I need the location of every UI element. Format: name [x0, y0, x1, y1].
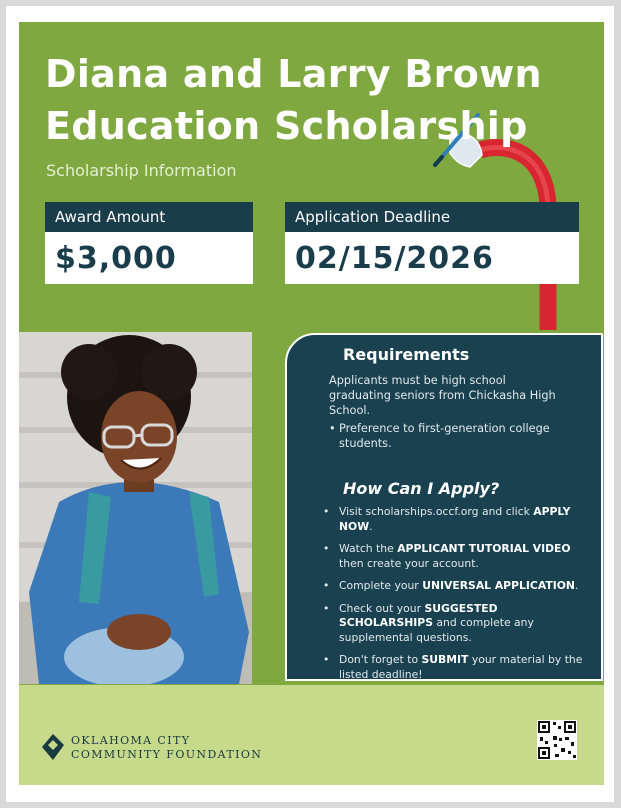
requirements-heading: Requirements	[343, 345, 470, 364]
scholarship-subtitle: Scholarship Information	[46, 161, 237, 180]
foundation-name-line-1: OKLAHOMA CITY	[71, 734, 191, 747]
title-line-1: Diana and Larry Brown	[45, 52, 542, 96]
step-5-post: your material by the listed deadline!	[339, 653, 583, 681]
apply-heading: How Can I Apply?	[343, 479, 500, 498]
apply-step-4	[323, 602, 593, 646]
step-4-text: Check out your	[339, 601, 425, 615]
apply-steps-list	[323, 505, 593, 690]
step-1-text: Visit scholarships.occf.org and click	[339, 505, 534, 518]
step-2-text: Watch the	[339, 542, 398, 555]
deadline-label: Application Deadline	[285, 202, 579, 232]
step-3-text: Complete your	[339, 579, 423, 592]
step-5-text: Don't forget to	[339, 653, 422, 666]
student-photo	[19, 332, 252, 684]
step-4-post: and complete any supplemental questions.	[339, 616, 534, 644]
step-1-post: .	[369, 519, 373, 533]
award-amount-value: $3,000	[45, 232, 253, 284]
apply-step-5	[323, 653, 593, 682]
foundation-name-line-2: COMMUNITY FOUNDATION	[71, 748, 263, 761]
award-amount-label: Award Amount	[45, 202, 253, 232]
preference-text: Preference to first-generation college students.	[339, 422, 550, 450]
step-3-bold: UNIVERSAL APPLICATION	[422, 579, 575, 592]
step-5-bold: SUBMIT	[421, 653, 469, 666]
step-1-bold: APPLY NOW	[339, 505, 571, 533]
apply-step-1	[323, 505, 593, 534]
requirements-preference: • Preference to first-generation college students.	[329, 422, 550, 450]
apply-step-3	[323, 579, 593, 594]
title-line-2: Education Scholarship	[45, 104, 528, 148]
step-3-post: .	[574, 579, 579, 592]
step-4-bold: SUGGESTED SCHOLARSHIPS	[339, 601, 498, 629]
foundation-name	[71, 734, 262, 762]
deadline-value: 02/15/2026	[285, 232, 579, 284]
requirements-text: Applicants must be high school graduating seniors from Chickasha High School.	[329, 374, 556, 417]
requirements-panel	[285, 333, 603, 681]
qr-code-icon[interactable]	[537, 720, 577, 760]
step-2-post: then create your account.	[339, 556, 479, 570]
scholarship-title	[45, 48, 565, 152]
apply-step-2	[323, 542, 593, 571]
foundation-logo-icon	[41, 733, 65, 761]
step-2-bold: APPLICANT TUTORIAL VIDEO	[397, 542, 571, 555]
